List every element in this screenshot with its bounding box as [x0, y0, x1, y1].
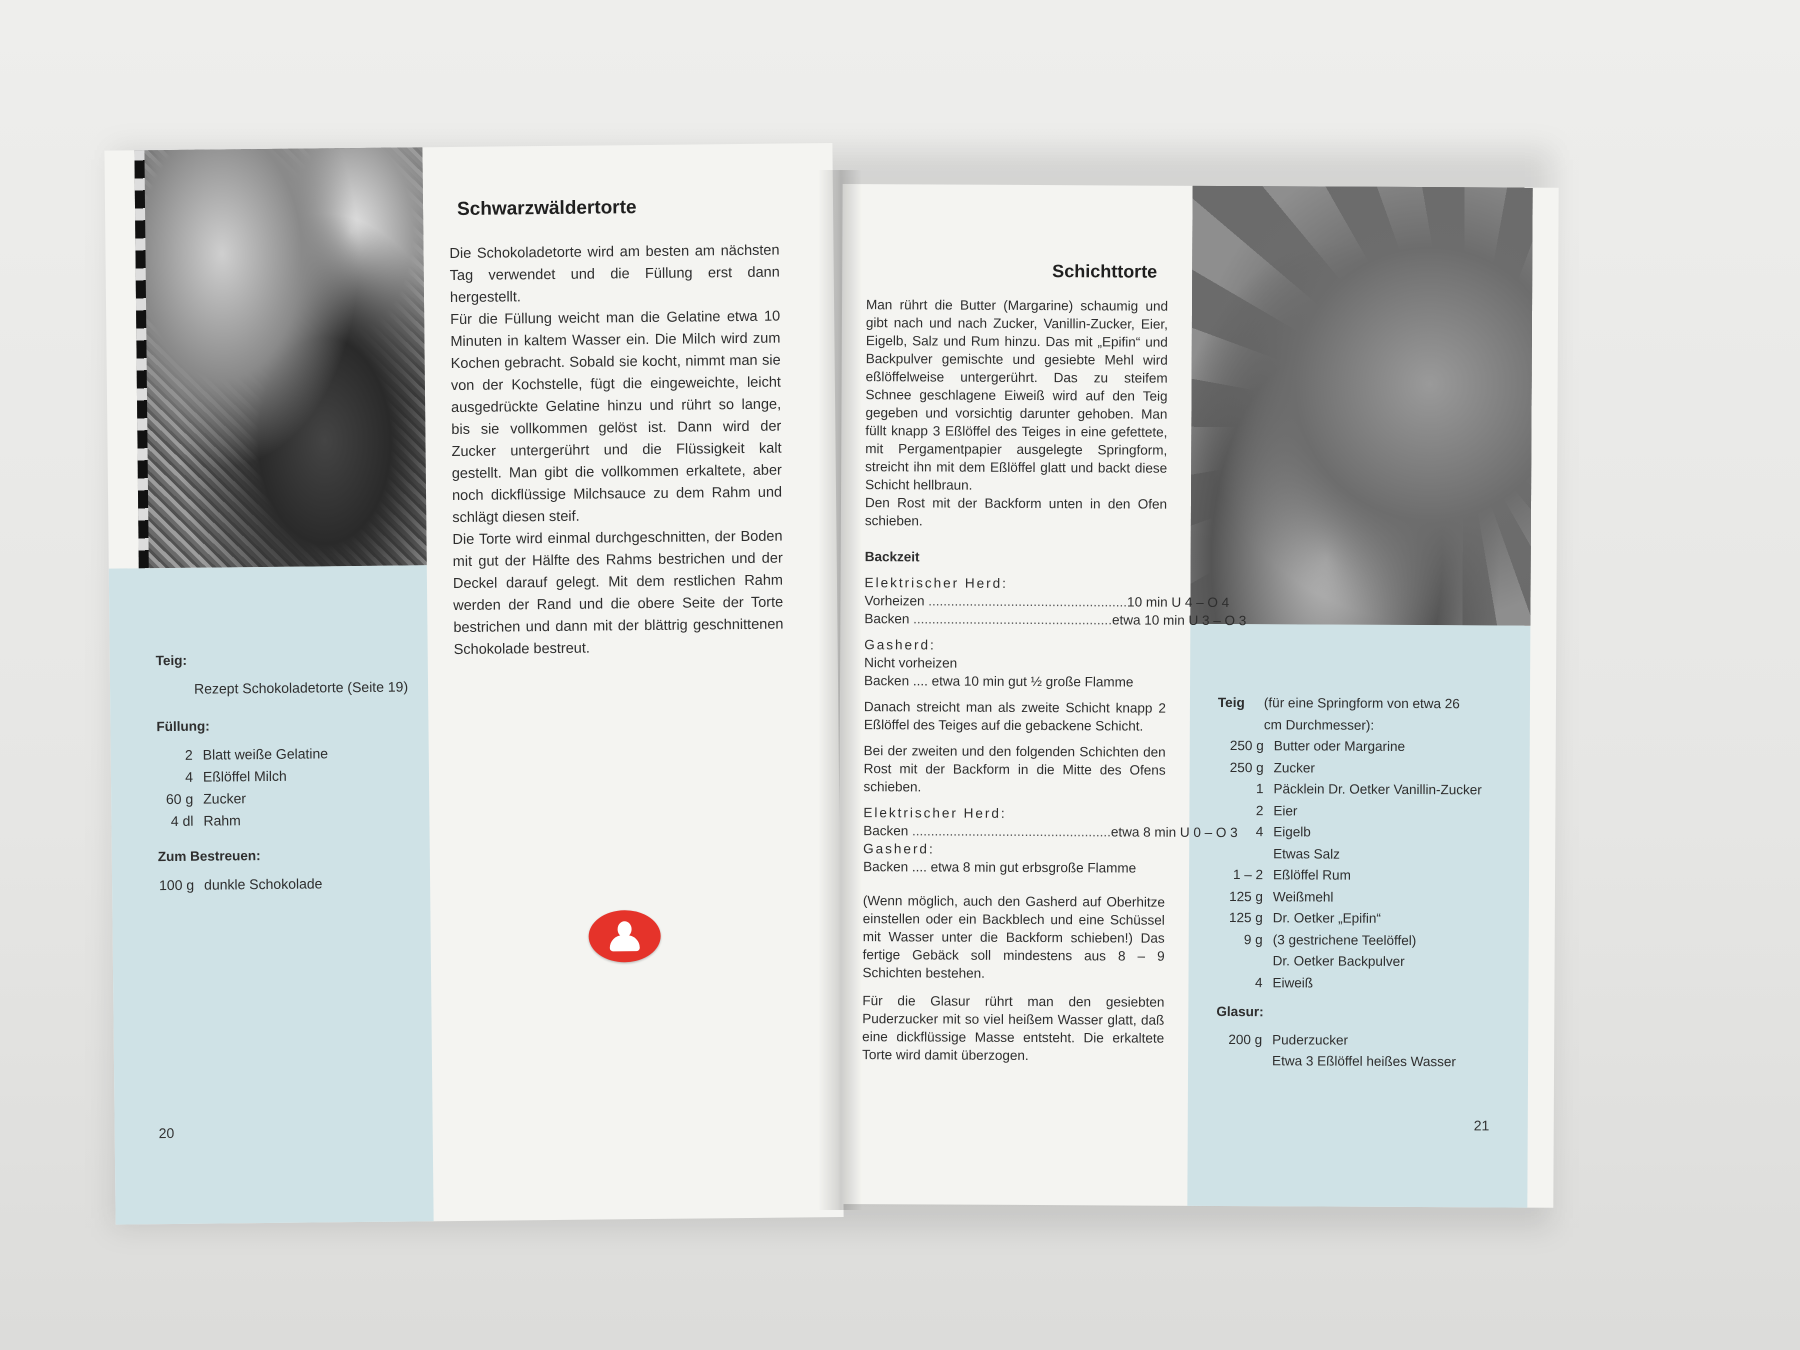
photo-schichttorte	[1190, 186, 1532, 626]
fuellung-label: Füllung:	[156, 718, 210, 735]
ingredient-row: 2 Eier	[1255, 802, 1298, 818]
right-rost: Den Rost mit der Backform unten in den Ofen schieben.	[864, 495, 1168, 529]
nicht-vorheizen: Nicht vorheizen	[864, 655, 958, 671]
ingredient-row: Dr. Oetker Backpulver	[1272, 953, 1405, 969]
backen-row-2: Backen ..................................................... etwa 8 min U 0 – O 3	[863, 823, 1238, 841]
oetker-logo	[588, 910, 661, 963]
right-page	[837, 184, 1558, 1208]
ingredient-row: 9 g (3 gestrichene Teelöffel)	[1243, 931, 1417, 948]
left-title: Schwarzwäldertorte	[456, 197, 637, 220]
backzeit-label: Backzeit	[864, 549, 920, 565]
fuellung-item: 60 g Zucker	[165, 790, 247, 808]
ingredient-row: 125 g Weißmehl	[1229, 888, 1334, 905]
elektrisch-label-1: Elektrischer Herd:	[864, 575, 1008, 591]
gas-label-2: Gasherd:	[863, 841, 935, 857]
glasur-row: 200 g Puderzucker	[1228, 1031, 1349, 1048]
gas-backen-1: Backen .... etwa 10 min gut ½ große Flamme	[864, 673, 1134, 690]
ingredient-row: 4 Eiweiß	[1254, 974, 1314, 990]
ingredient-row: 250 g Zucker	[1229, 759, 1315, 775]
glasur-label: Glasur:	[1216, 1003, 1264, 1020]
page-number-left: 20	[158, 1124, 175, 1142]
glasur-anleitung: Für die Glasur rührt man den gesiebten Puderzucker mit so viel heißem Wasser glatt, daß eine dickflüssige Masse entsteht. Die erkaltete Torte wird damit überzogen.	[862, 993, 1165, 1063]
left-para-2: Für die Füllung weicht man die Gelatine etwa 10 Minuten in kaltem Wasser ein. Die Milch wird zum Kochen gebracht. Sobald sie kocht, nimmt man sie von der Kochstelle, fügt die eingeweichte, leicht ausgedrückte Gelatine hinzu und rührt so lange, bis sie vollkommen gelöst ist. Dann wird der Zucker untergerührt und die Flüssigkeit kalt gestellt. Man gibt die vollkommen erkaltete, aber noch dickflüssige Milchsauce zu dem Rahm und schlägt diesen steif.	[450, 308, 783, 527]
ingredient-row: 1 Päcklein Dr. Oetker Vanillin-Zucker	[1255, 781, 1482, 798]
teig-text: Rezept Schokoladetorte (Seite 19)	[193, 678, 409, 697]
teig-label: Teig:	[155, 652, 188, 669]
right-ingredients	[1216, 692, 1518, 1073]
folgende-schichten: Bei der zweiten und den folgenden Schichten den Rost mit der Backform in die Mitte des Ofens schieben.	[863, 743, 1166, 795]
ingredient-row: 4 Eigelb	[1255, 824, 1311, 840]
left-ingredients	[156, 647, 419, 896]
bestreuen-item: 100 g dunkle Schokolade	[158, 875, 323, 894]
glasur-row: Etwa 3 Eßlöffel heißes Wasser	[1272, 1053, 1456, 1070]
fuellung-item: 4 Eßlöffel Milch	[185, 767, 287, 785]
bestreuen-label: Zum Bestreuen:	[157, 848, 261, 865]
fuellung-item: 4 dl Rahm	[170, 812, 241, 829]
wenn-hinweis: (Wenn möglich, auch den Gasherd auf Oberhitze einstellen oder ein Backblech und eine Schüssel mit Wasser unter die Backform schieben!) Das fertige Gebäck soll mindestens aus 8 – 9 Schichten bestehen.	[862, 893, 1165, 981]
gas-backen-2: Backen .... etwa 8 min gut erbsgroße Flamme	[863, 859, 1137, 876]
right-intro: Man rührt die Butter (Margarine) schaumig und gibt nach und nach Zucker, Vanillin-Zucker, Eier, Eigelb, Salz und Rum hinzu. Das mit „Epifin“ und Backpulver gemischte und gesiebte Mehl wird eßlöffelweise untergerührt. Das zu steifem Schnee geschlagene Eiweiß wird auf den Teig gegeben und vorsichtig darunter gehoben. Man füllt knapp 3 Eßlöffel des Teiges in eine gefettete, mit Pergamentpapier ausgelegte Springform, streicht ihn mit dem Eßlöffel glatt und backt diese Schicht hellbraun.	[865, 297, 1169, 493]
teig-header: Teig (für eine Springform von etwa 26 cm Durchmesser):	[1217, 694, 1460, 733]
ingredient-row: Etwas Salz	[1273, 845, 1340, 862]
left-page	[104, 143, 843, 1225]
left-body	[449, 240, 783, 661]
book-gutter	[818, 170, 862, 1210]
vorheizen-row: Vorheizen ..................................................... 10 min U 4 – O 4	[864, 593, 1230, 611]
ingredient-row: 125 g Dr. Oetker „Epifin“	[1228, 910, 1381, 926]
left-para-1: Die Schokoladetorte wird am besten am nächsten Tag verwendet und die Füllung erst dann hergestellt.	[449, 242, 780, 307]
logo-shoulders-icon	[610, 935, 640, 951]
left-para-3: Die Torte wird einmal durchgeschnitten, der Boden mit gut der Hälfte des Rahms bestrichen und der Deckel darauf gelegt. Mit dem restlichen Rahm werden der Rand und die obere Seite der Torte bestrichen und dann mit der blättrig geschnittenen Schokolade bestreut.	[452, 528, 784, 659]
fuellung-item: 2 Blatt weiße Gelatine	[184, 745, 329, 763]
gas-label-1: Gasherd:	[864, 637, 936, 653]
photo-schwarzwaeldertorte	[134, 147, 426, 568]
right-body	[862, 296, 1247, 1066]
zweite-schicht: Danach streicht man als zweite Schicht knapp 2 Eßlöffel des Teiges auf die gebackene Schicht.	[863, 699, 1166, 734]
ingredient-row: 1 – 2 Eßlöffel Rum	[1232, 867, 1351, 883]
ingredient-row: 250 g Butter oder Margarine	[1229, 738, 1406, 754]
page-number-right: 21	[1473, 1117, 1490, 1134]
elektrisch-label-2: Elektrischer Herd:	[863, 805, 1007, 821]
backen-row-1: Backen ..................................................... etwa 10 min U 3 – O 3	[864, 611, 1247, 629]
right-title: Schichttorte	[1052, 261, 1158, 282]
